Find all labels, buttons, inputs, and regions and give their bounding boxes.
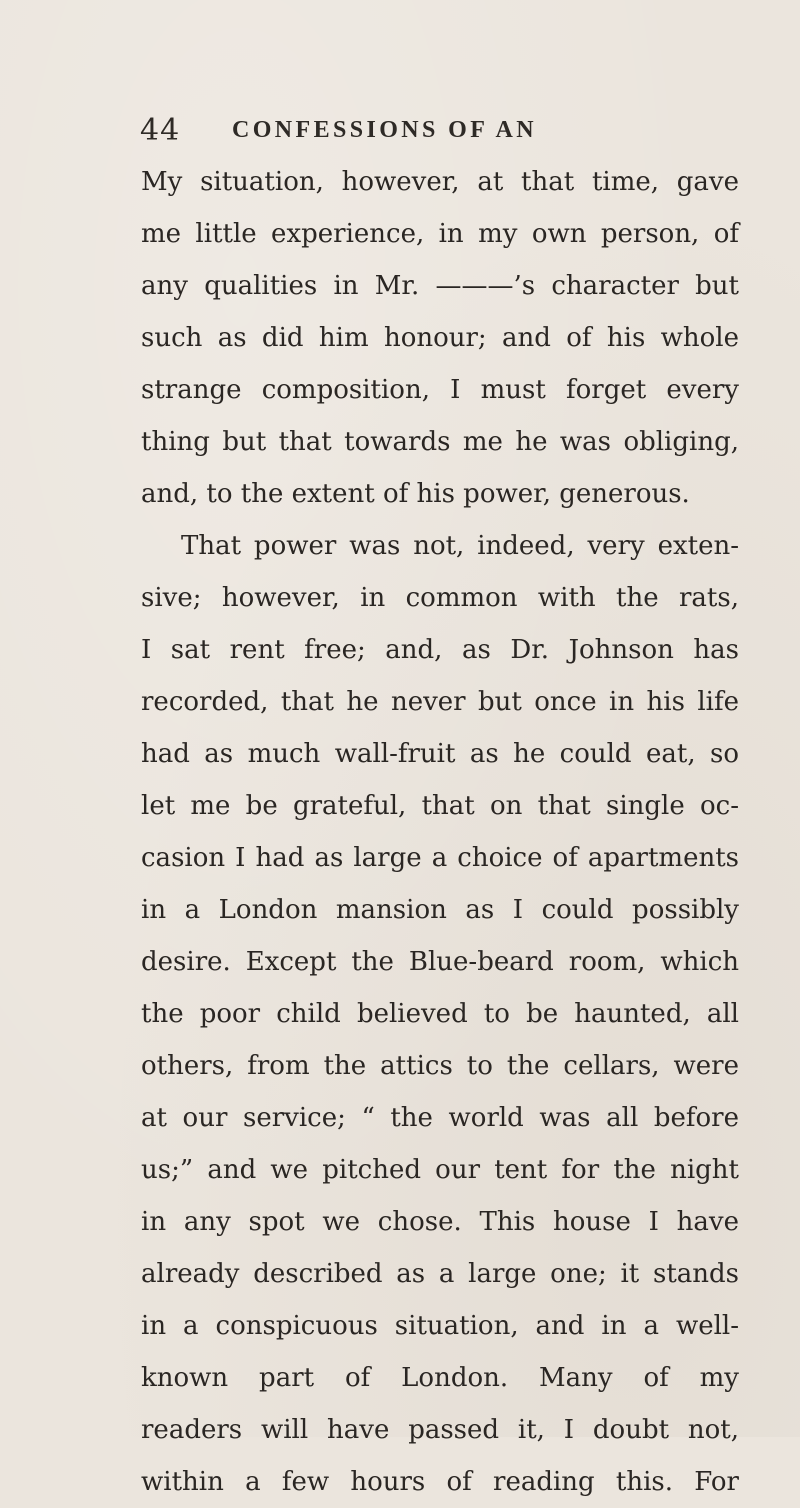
text-line: in any spot we chose. This house I have xyxy=(141,1207,739,1237)
page-number: 44 xyxy=(140,113,181,148)
text-line: casion I had as large a choice of apartments xyxy=(141,843,739,873)
text-line: My situation, however, at that time, gave xyxy=(141,167,739,197)
text-line: known part of London. Many of my xyxy=(141,1363,739,1393)
text-line: already described as a large one; it stands xyxy=(141,1259,739,1289)
text-line: sive; however, in common with the rats, xyxy=(141,583,739,613)
text-line: in a conspicuous situation, and in a well- xyxy=(141,1311,739,1341)
text-line: me little experience, in my own person, of xyxy=(141,219,739,249)
text-line: readers will have passed it, I doubt not, xyxy=(141,1415,739,1445)
text-line: us;” and we pitched our tent for the night xyxy=(141,1155,739,1185)
running-head xyxy=(140,113,800,153)
text-line: at our service; “ the world was all before xyxy=(141,1103,739,1133)
text-line: any qualities in Mr. ———’s character but xyxy=(141,271,739,301)
text-line: the poor child believed to be haunted, all xyxy=(141,999,739,1029)
text-line: within a few hours of reading this. For xyxy=(141,1467,739,1497)
text-line: I sat rent free; and, as Dr. Johnson has xyxy=(141,635,739,665)
text-line: thing but that towards me he was obliging, xyxy=(141,427,739,457)
text-line: had as much wall-fruit as he could eat, so xyxy=(141,739,739,769)
text-line: others, from the attics to the cellars, were xyxy=(141,1051,739,1081)
running-title: CONFESSIONS OF AN xyxy=(232,117,537,143)
text-line: strange composition, I must forget every xyxy=(141,375,739,405)
body-text xyxy=(141,156,739,1508)
text-line: desire. Except the Blue-beard room, which xyxy=(141,947,739,977)
text-line: and, to the extent of his power, generous. xyxy=(141,479,690,509)
text-line: in a London mansion as I could possibly xyxy=(141,895,739,925)
text-line: That power was not, indeed, very exten- xyxy=(181,531,739,561)
text-line: let me be grateful, that on that single oc- xyxy=(141,791,739,821)
text-line: recorded, that he never but once in his life xyxy=(141,687,739,717)
text-line: such as did him honour; and of his whole xyxy=(141,323,739,353)
